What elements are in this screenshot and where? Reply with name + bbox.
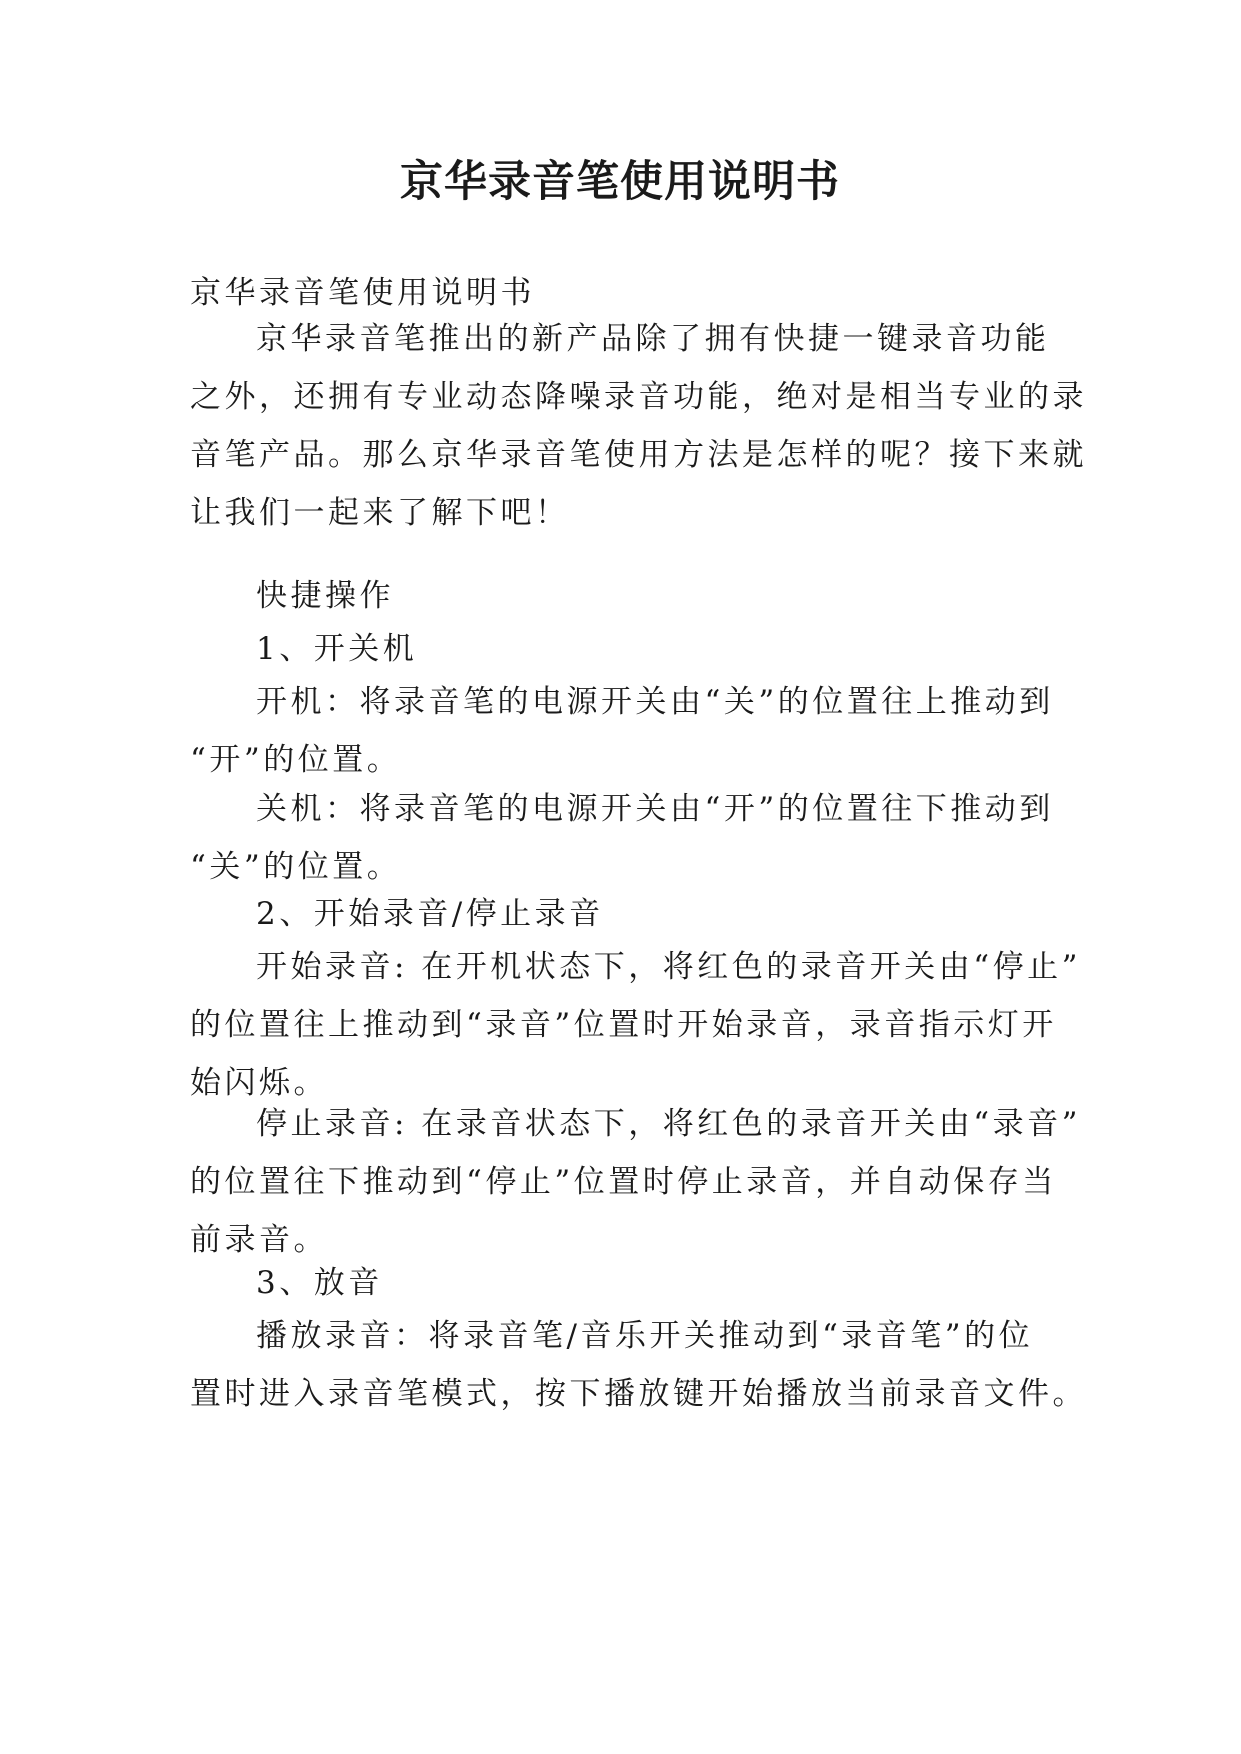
power-off-line-1: 关机：将录音笔的电源开关由“开”的位置往下推动到	[256, 791, 1054, 827]
stop-record-line-2: 的位置往下推动到“停止”位置时停止录音，并自动保存当	[190, 1164, 1057, 1200]
power-on-line-1: 开机：将录音笔的电源开关由“关”的位置往上推动到	[256, 684, 1054, 720]
item1-heading: 1、开关机	[256, 631, 418, 667]
section-heading: 快捷操作	[256, 578, 394, 614]
power-off-line-2: “关”的位置。	[190, 849, 402, 885]
playback-line-1: 播放录音：将录音笔/音乐开关推动到“录音笔”的位	[256, 1318, 1034, 1354]
start-record-line-1: 开始录音: 在开机状态下，将红色的录音开关由“停止”	[256, 949, 1081, 985]
intro-paragraph	[190, 310, 1087, 542]
stop-record-line-1: 停止录音: 在录音状态下，将红色的录音开关由“录音”	[256, 1106, 1081, 1142]
intro-line-1: 京华录音笔推出的新产品除了拥有快捷一键录音功能	[256, 321, 1050, 357]
stop-record-paragraph	[190, 1095, 1081, 1269]
subtitle: 京华录音笔使用说明书	[190, 275, 535, 311]
item3-heading: 3、放音	[256, 1265, 383, 1301]
item2-heading: 2、开始录音/停止录音	[256, 896, 604, 932]
start-record-line-3: 始闪烁。	[190, 1065, 328, 1101]
power-on-paragraph	[190, 673, 1054, 789]
stop-record-line-3: 前录音。	[190, 1222, 328, 1258]
power-on-line-2: “开”的位置。	[190, 742, 402, 778]
start-record-line-2: 的位置往上推动到“录音”位置时开始录音，录音指示灯开	[190, 1007, 1057, 1043]
intro-line-2: 之外，还拥有专业动态降噪录音功能，绝对是相当专业的录	[190, 379, 1087, 415]
playback-line-2: 置时进入录音笔模式，按下播放键开始播放当前录音文件。	[190, 1376, 1087, 1412]
power-off-paragraph	[190, 780, 1054, 896]
start-record-paragraph	[190, 938, 1081, 1112]
document-title: 京华录音笔使用说明书	[400, 157, 840, 207]
intro-line-3: 音笔产品。那么京华录音笔使用方法是怎样的呢？接下来就	[190, 437, 1087, 473]
playback-paragraph	[190, 1307, 1087, 1423]
intro-line-4: 让我们一起来了解下吧！	[190, 495, 570, 531]
